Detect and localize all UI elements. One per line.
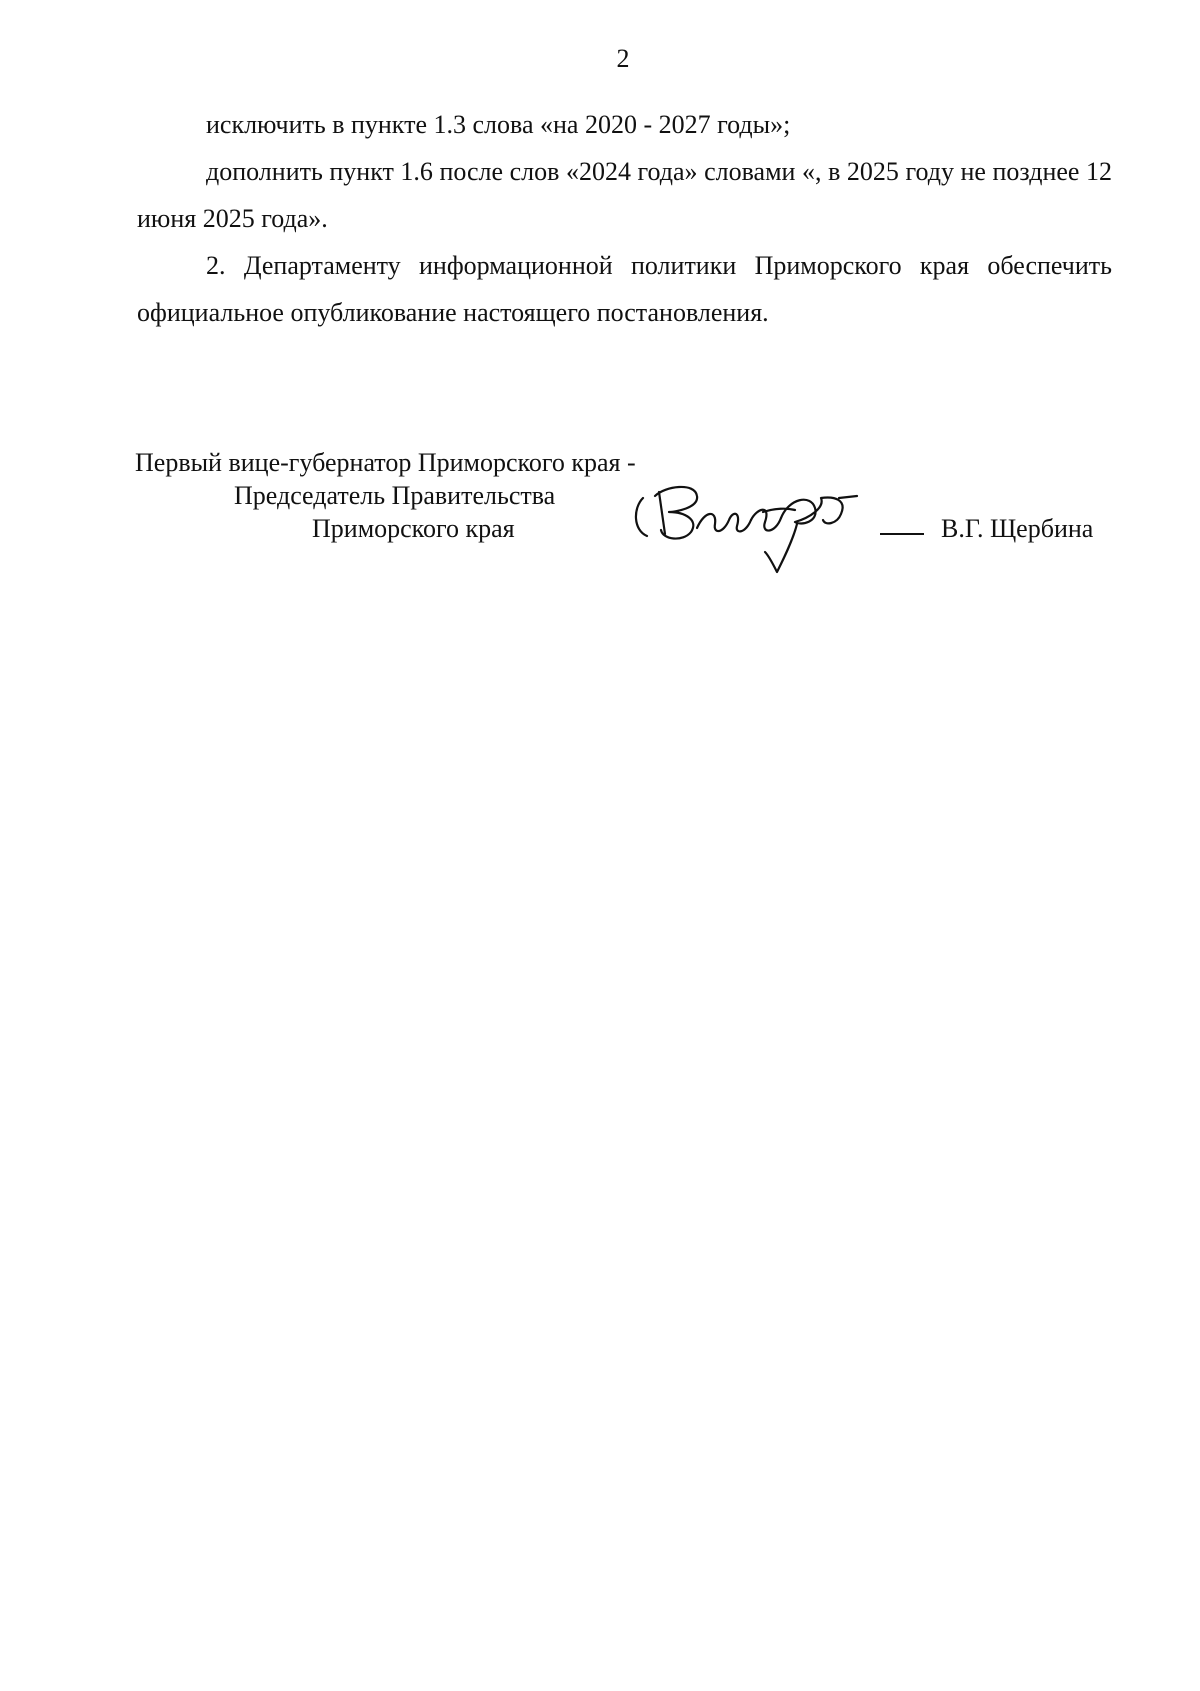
handwritten-signature <box>625 468 875 583</box>
paragraph-publication-order: 2. Департаменту информационной политики Приморского края обеспечить официальное опубликование настоящего постановления. <box>137 251 1112 327</box>
paragraph-amend-clause: дополнить пункт 1.6 после слов «2024 года» словами «, в 2025 году не позднее 12 июня 2025 года». <box>137 157 1112 233</box>
signer-name: В.Г. Щербина <box>941 514 1094 543</box>
document-body <box>137 101 1112 336</box>
paragraph-exclude-clause: исключить в пункте 1.3 слова «на 2020 - 2027 годы»; <box>206 110 791 139</box>
page-number: 2 <box>616 44 630 73</box>
signature-block <box>135 448 1115 598</box>
signer-position-line2: Председатель Правительства <box>234 481 556 510</box>
signer-position-line3: Приморского края <box>312 514 515 543</box>
signer-position-line1: Первый вице-губернатор Приморского края - <box>135 448 636 477</box>
signature-dash <box>880 533 924 535</box>
